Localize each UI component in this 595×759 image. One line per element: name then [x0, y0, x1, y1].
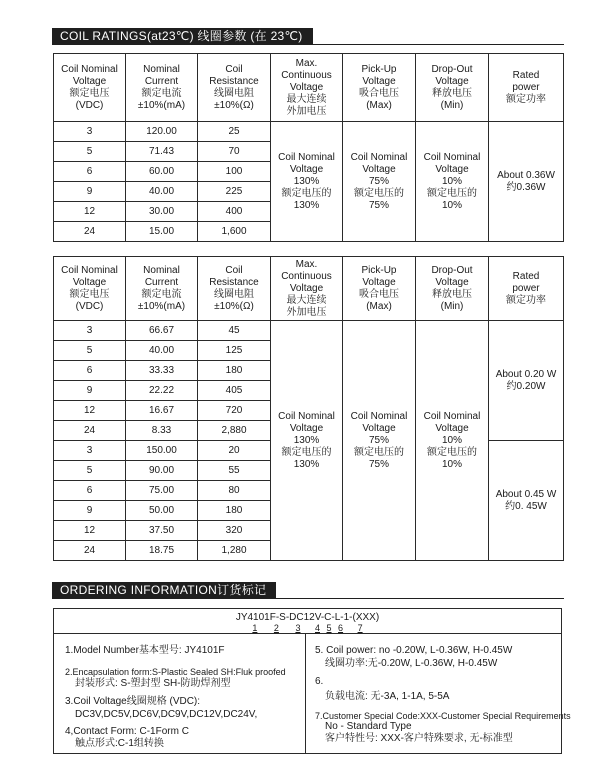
current-cell: 37.50	[126, 521, 198, 541]
current-cell: 150.00	[126, 441, 198, 461]
max-continuous-value: Coil Nominal Voltage 130% 额定电压的 130%	[278, 410, 335, 470]
ordering-divider	[54, 633, 561, 634]
coil-power-item-cn: 线圈功率:无-0.20W, L-0.36W, H-0.45W	[325, 658, 498, 669]
resistance-cell: 100	[198, 162, 271, 182]
position-digit: 7	[357, 623, 363, 633]
current-cell: 90.00	[126, 461, 198, 481]
customer-code-item-cn: 客户特性号: XXX-客户特殊要求, 无-标准型	[325, 733, 513, 744]
header-dropout-voltage: Drop-Out Voltage 释放电压 (Min)	[431, 264, 473, 312]
current-cell: 15.00	[126, 222, 198, 242]
resistance-cell: 180	[198, 361, 271, 381]
resistance-cell: 20	[198, 441, 271, 461]
current-cell: 60.00	[126, 162, 198, 182]
position-digit: 2	[273, 623, 279, 633]
header-nominal-current: Nominal Current 额定电流 ±10%(mA)	[137, 63, 186, 111]
customer-code-item: 7.Customer Special Code:XXX-Customer Special Requirements	[315, 711, 571, 721]
current-cell: 120.00	[126, 122, 198, 142]
table-row	[54, 321, 564, 341]
current-cell: 18.75	[126, 541, 198, 561]
voltage-cell: 12	[54, 202, 126, 222]
voltage-cell: 12	[54, 401, 126, 421]
dropout-value: Coil Nominal Voltage 10% 额定电压的 10%	[423, 410, 481, 470]
ordering-title-rule	[52, 598, 564, 599]
resistance-cell: 70	[198, 142, 271, 162]
voltage-cell: 5	[54, 461, 126, 481]
voltage-cell: 12	[54, 521, 126, 541]
position-digit: 1	[252, 623, 258, 633]
current-cell: 71.43	[126, 142, 198, 162]
voltage-cell: 3	[54, 441, 126, 461]
load-current-item: 6.	[315, 676, 324, 687]
coil-power-item: 5. Coil power: no -0.20W, L-0.36W, H-0.45W	[315, 645, 513, 656]
coil-voltage-options: DC3V,DC5V,DC6V,DC9V,DC12V,DC24V,	[75, 709, 258, 720]
encapsulation-item-cn: 封装形式: S-塑封型 SH-防助焊剂型	[75, 678, 231, 689]
model-code: JY4101F-S-DC12V-C-L-1-(XXX)	[235, 612, 380, 623]
resistance-cell: 720	[198, 401, 271, 421]
resistance-cell: 180	[198, 501, 271, 521]
position-digit: 6	[338, 623, 344, 633]
coil-voltage-item: 3.Coil Voltage线圈规格 (VDC):	[65, 696, 201, 707]
resistance-cell: 45	[198, 321, 271, 341]
rated-power-value-a: About 0.20 W 约0.20W	[495, 368, 557, 392]
model-code-positions	[54, 623, 561, 633]
resistance-cell: 55	[198, 461, 271, 481]
current-cell: 30.00	[126, 202, 198, 222]
encapsulation-item: 2.Encapsulation form:S-Plastic Sealed SH:Fluk proofed	[65, 667, 286, 677]
model-number-item: 1.Model Number基本型号: JY4101F	[65, 645, 225, 656]
resistance-cell: 400	[198, 202, 271, 222]
header-rated-power: Rated power 额定功率	[506, 270, 546, 306]
header-pickup-voltage: Pick-Up Voltage 吸合电压 (Max)	[359, 63, 399, 111]
header-coil-nominal-voltage: Coil Nominal Voltage 额定电压 (VDC)	[61, 63, 118, 111]
dropout-value: Coil Nominal Voltage 10% 额定电压的 10%	[423, 151, 481, 211]
table-header-row	[54, 257, 564, 321]
header-max-continuous-voltage: Max. Continuous Voltage 最大连续 外加电压	[281, 57, 332, 117]
coil-table-1	[53, 53, 564, 242]
coil-table-2	[53, 256, 564, 561]
table-row	[54, 122, 564, 142]
header-rated-power: Rated power 额定功率	[506, 69, 546, 105]
ordering-info-title: ORDERING INFORMATION订货标记	[52, 582, 276, 598]
voltage-cell: 6	[54, 481, 126, 501]
voltage-cell: 5	[54, 142, 126, 162]
resistance-cell: 2,880	[198, 421, 271, 441]
header-coil-resistance: Coil Resistance 线圈电阻 ±10%(Ω)	[209, 63, 259, 111]
resistance-cell: 80	[198, 481, 271, 501]
header-coil-resistance: Coil Resistance 线圈电阻 ±10%(Ω)	[209, 264, 259, 312]
rated-power-value-b: About 0.45 W 约0. 45W	[495, 488, 557, 512]
position-digit: 4	[314, 623, 320, 633]
resistance-cell: 1,600	[198, 222, 271, 242]
customer-code-standard: No - Standard Type	[325, 721, 412, 732]
resistance-cell: 25	[198, 122, 271, 142]
load-current-item-cn: 负载电流: 无-3A, 1-1A, 5-5A	[325, 691, 450, 702]
voltage-cell: 9	[54, 182, 126, 202]
header-pickup-voltage: Pick-Up Voltage 吸合电压 (Max)	[359, 264, 399, 312]
resistance-cell: 225	[198, 182, 271, 202]
contact-form-item-cn: 触点形式:C-1组转换	[75, 738, 164, 749]
header-nominal-current: Nominal Current 额定电流 ±10%(mA)	[137, 264, 186, 312]
current-cell: 40.00	[126, 182, 198, 202]
resistance-cell: 405	[198, 381, 271, 401]
current-cell: 8.33	[126, 421, 198, 441]
current-cell: 66.67	[126, 321, 198, 341]
voltage-cell: 24	[54, 541, 126, 561]
rated-power-value: About 0.36W 约0.36W	[497, 169, 555, 193]
contact-form-item: 4,Contact Form: C-1Form C	[65, 726, 189, 737]
voltage-cell: 9	[54, 501, 126, 521]
ordering-info-box	[53, 608, 571, 754]
position-digit: 3	[295, 623, 301, 633]
ordering-column-divider	[305, 633, 306, 753]
voltage-cell: 24	[54, 421, 126, 441]
header-coil-nominal-voltage: Coil Nominal Voltage 额定电压 (VDC)	[61, 264, 118, 312]
current-cell: 40.00	[126, 341, 198, 361]
coil-title-rule	[52, 44, 564, 45]
current-cell: 22.22	[126, 381, 198, 401]
voltage-cell: 3	[54, 321, 126, 341]
current-cell: 50.00	[126, 501, 198, 521]
voltage-cell: 5	[54, 341, 126, 361]
resistance-cell: 320	[198, 521, 271, 541]
coil-ratings-title: COIL RATINGS(at23℃) 线圈参数 (在 23℃)	[52, 28, 313, 44]
voltage-cell: 3	[54, 122, 126, 142]
current-cell: 16.67	[126, 401, 198, 421]
voltage-cell: 24	[54, 222, 126, 242]
max-continuous-value: Coil Nominal Voltage 130% 额定电压的 130%	[278, 151, 335, 211]
resistance-cell: 125	[198, 341, 271, 361]
resistance-cell: 1,280	[198, 541, 271, 561]
position-digit: 5	[326, 623, 332, 633]
voltage-cell: 9	[54, 381, 126, 401]
current-cell: 75.00	[126, 481, 198, 501]
current-cell: 33.33	[126, 361, 198, 381]
table-header-row	[54, 54, 564, 122]
voltage-cell: 6	[54, 162, 126, 182]
pickup-value: Coil Nominal Voltage 75% 额定电压的 75%	[350, 410, 408, 470]
header-max-continuous-voltage: Max. Continuous Voltage 最大连续 外加电压	[281, 258, 332, 318]
pickup-value: Coil Nominal Voltage 75% 额定电压的 75%	[350, 151, 408, 211]
header-dropout-voltage: Drop-Out Voltage 释放电压 (Min)	[431, 63, 473, 111]
voltage-cell: 6	[54, 361, 126, 381]
